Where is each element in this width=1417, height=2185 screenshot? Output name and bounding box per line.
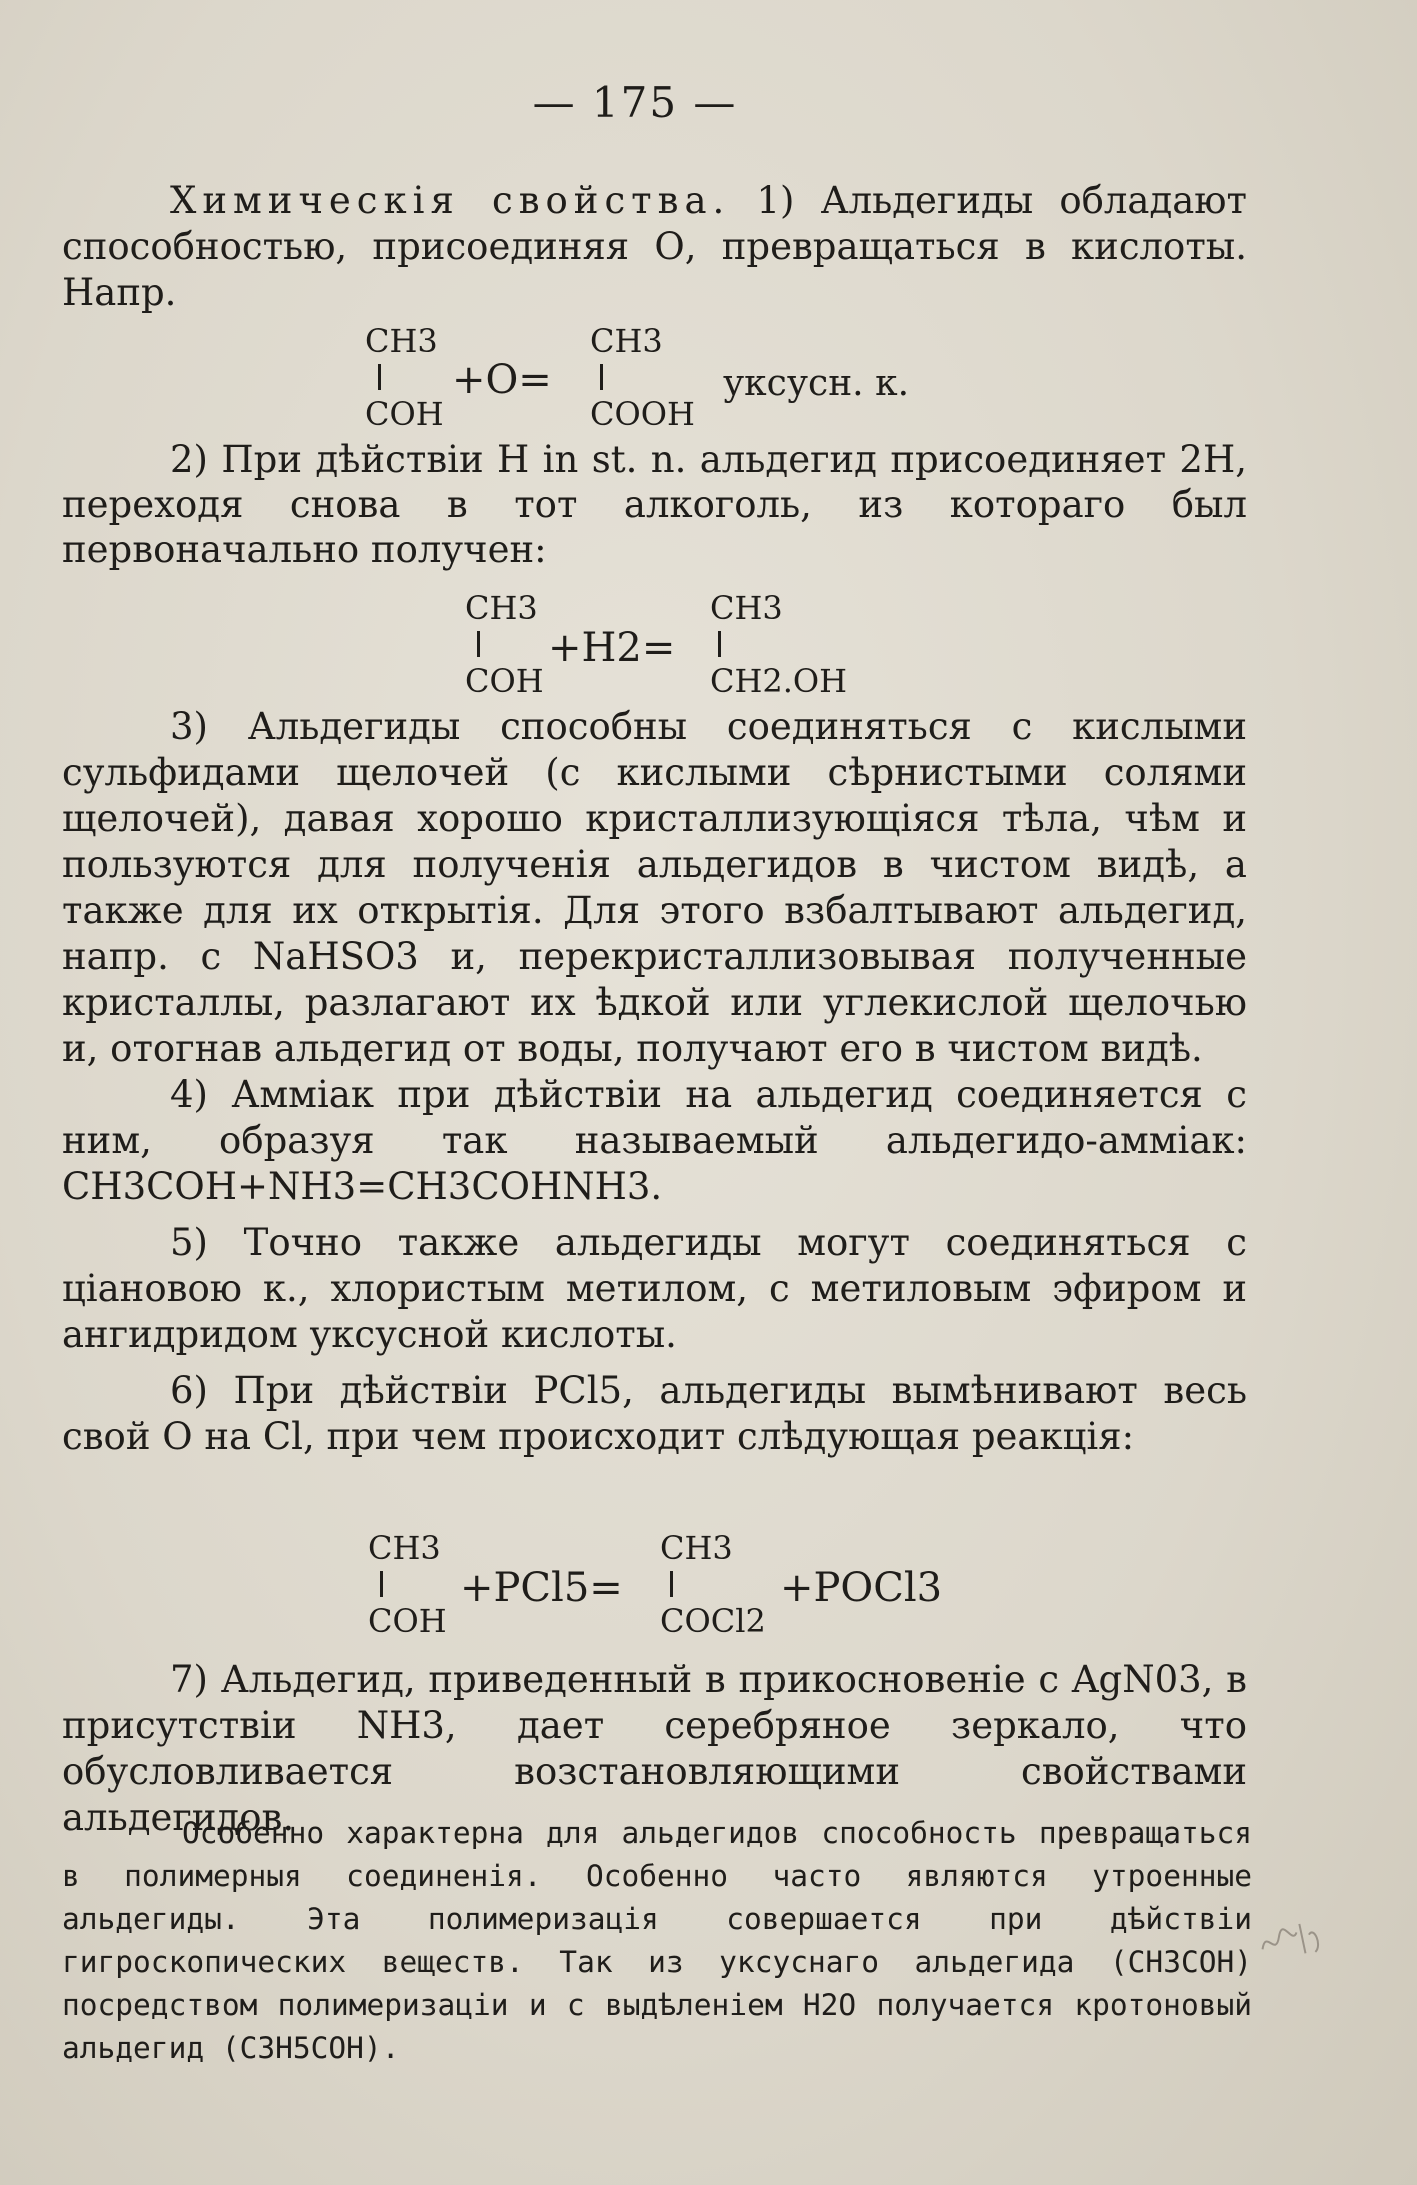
formula-2-right-bottom: CH2.OH xyxy=(710,662,848,700)
paragraph-1 xyxy=(62,178,1247,316)
formula-3-tail: +POCl3 xyxy=(780,1565,943,1611)
formula-1-operator: +O= xyxy=(452,357,552,403)
paragraph-2 xyxy=(62,437,1247,572)
section-heading: Химическія свойства. xyxy=(170,179,731,222)
formula-3-operator: +PCl5= xyxy=(460,1565,623,1611)
bond-line xyxy=(600,364,603,390)
formula-2-left-top: CH3 xyxy=(465,589,538,627)
paragraph-3: 3) Альдегиды способны соединяться с кислыми сульфидами щелочей (с кислыми сѣрнистыми солями щелочей), давая хорошо кристаллизующіяся тѣла, чѣм и пользуются для полученія альдегидов в чистом видѣ, а также для их открытія. Для этого взбалтывают альдегид, напр. с NaHSO3 и, перекристаллизовывая полученные кристаллы, разлагают их ѣдкой или углекислой щелочью и, отогнав альдегид от воды, получают его в чистом видѣ. xyxy=(62,705,1247,1070)
paragraph-7-text: 7) Альдегид, приведенный в прикосновеніе с AgN03, в присутствіи NH3, дает серебряное зеркало, что обусловливается возстановляющими свойствами альдегидов. xyxy=(62,1658,1247,1839)
formula-3-left-top: CH3 xyxy=(368,1529,441,1567)
formula-1-right-bottom: COOH xyxy=(590,395,695,433)
bond-line xyxy=(718,631,721,657)
paragraph-6: 6) При дѣйствіи PCl5, альдегиды вымѣнивают весь свой О на Cl, при чем происходит слѣдующая реакція: xyxy=(62,1369,1247,1458)
formula-2-left-bottom: COH xyxy=(465,662,544,700)
paragraph-1-text: 1) Альдегиды обладают способностью, присоединяя О, превращаться в кислоты. Напр. xyxy=(62,179,1247,314)
formula-1-left-bottom: COH xyxy=(365,395,444,433)
handwritten-scribble-icon xyxy=(1254,1910,1330,1969)
formula-3-left-bottom: COH xyxy=(368,1602,447,1640)
paragraph-4: 4) Амміак при дѣйствіи на альдегид соединяется с ним, образуя так называемый альдегидо-амміак: CH3COH+NH3=CH3COHNH3. xyxy=(62,1073,1247,1208)
formula-1-note: уксусн. к. xyxy=(723,363,910,404)
page-number: — 175 — xyxy=(532,78,738,127)
bond-line xyxy=(378,364,381,390)
paragraph-2-text: 2) При дѣйствіи H in st. n. альдегид присоединяет 2H, переходя снова в тот алкоголь, из котораго был первоначально получен: xyxy=(62,438,1247,571)
formula-2-right-top: CH3 xyxy=(710,589,783,627)
bond-line xyxy=(477,631,480,657)
formula-2-operator: +H2= xyxy=(548,625,676,671)
paragraphs-3-6 xyxy=(62,704,1247,1460)
bond-line xyxy=(670,1571,673,1597)
pencil-mark xyxy=(1254,1910,1331,1976)
paragraph-5: 5) Точно также альдегиды могут соединяться с ціановою к., хлористым метилом, с метиловым эфиром и ангидридом уксусной кислоты. xyxy=(62,1221,1247,1356)
formula-3-right-top: CH3 xyxy=(660,1529,733,1567)
bond-line xyxy=(380,1571,383,1597)
small-print-text: Особенно характерна для альдегидов способность превращаться в полимерныя соединенія. Особенно часто являются утроенные альдегиды. Эта полимеризація совершается при дѣйствіи гигроскопических веществ. Так из уксуснаго альдегида (CH3COH) посредством полимеризаціи и с выдѣленіем H2O получается кротоновый альдегид (C3H5COH). xyxy=(62,1816,1252,2065)
formula-3-right-bottom: COCl2 xyxy=(660,1602,766,1640)
formula-1-right-top: CH3 xyxy=(590,322,663,360)
formula-1-left-top: CH3 xyxy=(365,322,438,360)
small-print-note xyxy=(62,1812,1252,2070)
